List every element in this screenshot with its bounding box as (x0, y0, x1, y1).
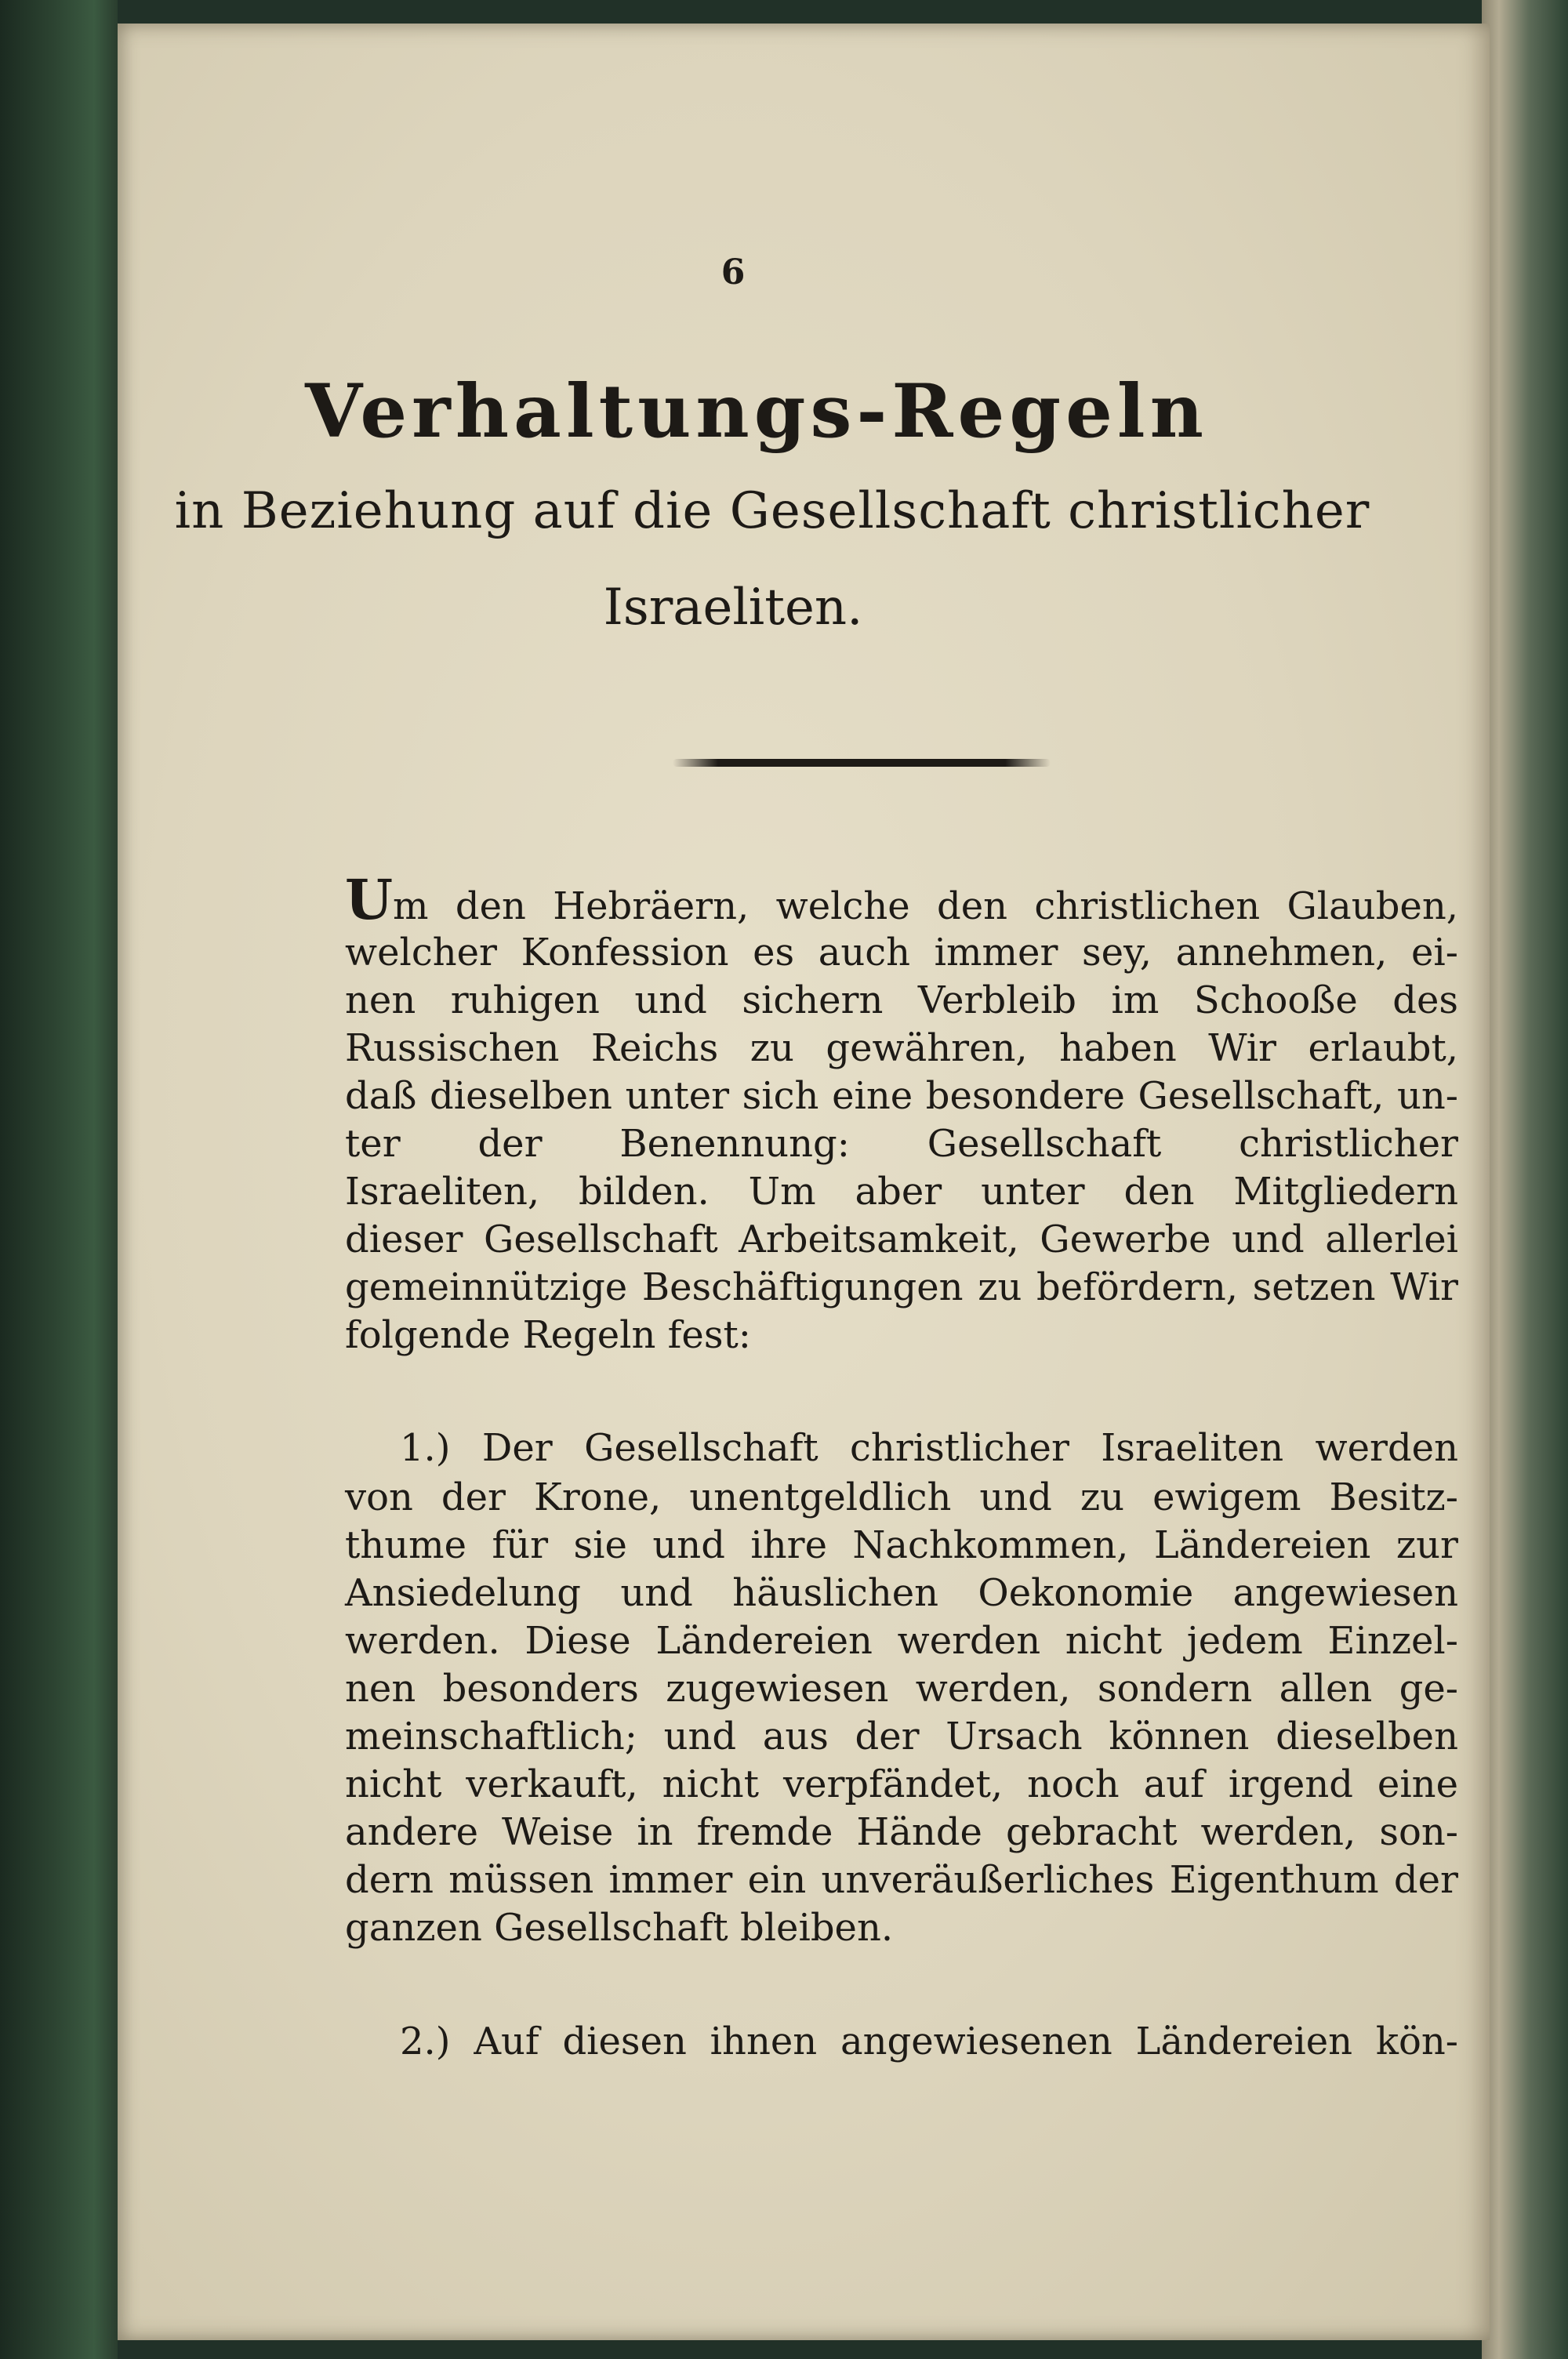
paragraph-1-line-9: gemeinnützige Beschäftigungen zu befördern, setzen Wir (345, 1265, 1458, 1309)
paragraph-2-line-5: werden. Diese Ländereien werden nicht jedem Einzel- (345, 1619, 1458, 1663)
page-title: Verhaltungs-Regeln (305, 368, 1208, 455)
paragraph-2-line-8: nicht verkauft, nicht verpfändet, noch auf irgend eine (345, 1762, 1458, 1806)
paragraph-2-line-11: ganzen Gesellschaft bleiben. (345, 1906, 894, 1950)
paragraph-2-line-7: meinschaftlich; und aus der Ursach können dieselben (345, 1715, 1458, 1758)
paragraph-2-line-10: dern müssen immer ein unveräußerliches Eigenthum der (345, 1858, 1458, 1902)
paragraph-2-line-4: Ansiedelung und häuslichen Oekonomie angewiesen (345, 1571, 1458, 1615)
paragraph-2-line-9: andere Weise in fremde Hände gebracht werden, son- (345, 1810, 1458, 1854)
page-edge (1482, 0, 1568, 2359)
page-subtitle-line-1: in Beziehung auf die Gesellschaft christlicher (174, 482, 1370, 540)
page-number: 6 (720, 252, 746, 292)
paragraph-1-line-6: ter der Benennung: Gesellschaft christlicher (345, 1122, 1458, 1166)
page (118, 24, 1490, 2340)
book-binding (0, 0, 118, 2359)
paragraph-1-line-5: daß dieselben unter sich eine besondere Gesellschaft, un- (345, 1074, 1458, 1118)
paragraph-1-line-4: Russischen Reichs zu gewähren, haben Wir erlaubt, (345, 1026, 1458, 1070)
paragraph-1-line-2: welcher Konfession es auch immer sey, annehmen, ei- (345, 931, 1458, 974)
paragraph-1-line-1: Um den Hebräern, welche den christlichen Glauben, (345, 867, 1458, 932)
paragraph-2-line-6: nen besonders zugewiesen werden, sondern allen ge- (345, 1667, 1458, 1711)
paragraph-2-line-2: von der Krone, unentgeldlich und zu ewigem Besitz- (345, 1475, 1458, 1519)
paragraph-2-line-3: thume für sie und ihre Nachkommen, Ländereien zur (345, 1523, 1458, 1567)
paragraph-1-line-8: dieser Gesellschaft Arbeitsamkeit, Gewerbe und allerlei (345, 1218, 1458, 1261)
paragraph-3-line-1: 2.) Auf diesen ihnen angewiesenen Ländereien kön- (400, 2020, 1458, 2063)
drop-cap: U (345, 867, 394, 932)
paragraph-2-line-1: 1.) Der Gesellschaft christlicher Israeliten werden (400, 1426, 1458, 1470)
page-subtitle-line-2: Israeliten. (603, 579, 863, 637)
paragraph-1-line-7: Israeliten, bilden. Um aber unter den Mitgliedern (345, 1170, 1458, 1214)
decorative-rule (673, 759, 1051, 767)
paragraph-1-line-3: nen ruhigen und sichern Verbleib im Schooße des (345, 978, 1458, 1022)
paragraph-1-line-10: folgende Regeln fest: (345, 1313, 751, 1357)
